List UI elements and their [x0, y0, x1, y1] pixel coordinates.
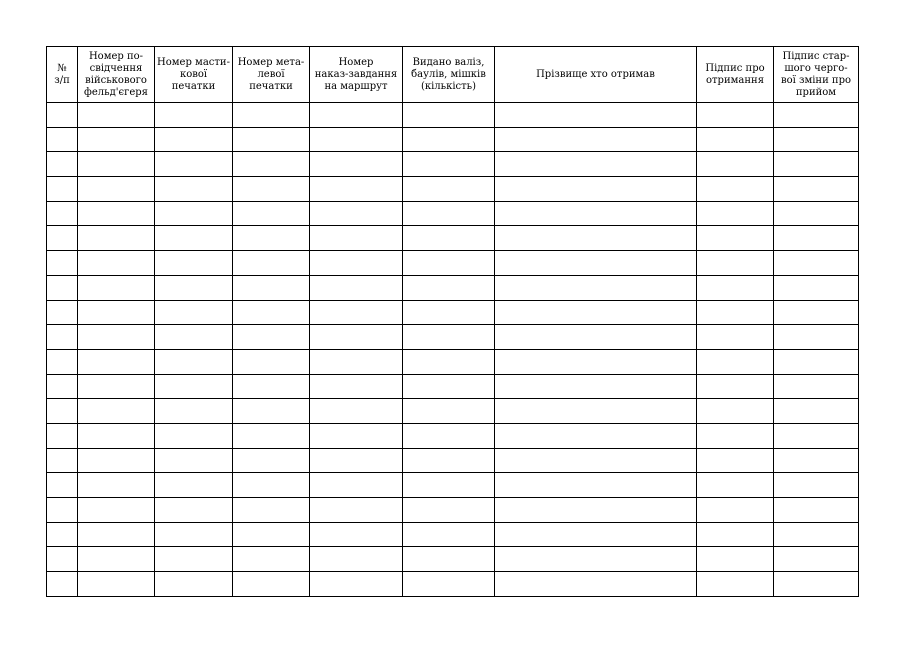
table-cell — [47, 325, 78, 350]
table-cell — [495, 201, 697, 226]
header-row — [47, 47, 859, 103]
table-cell — [495, 423, 697, 448]
table-cell — [310, 300, 403, 325]
table-row — [47, 103, 859, 128]
table-cell — [310, 325, 403, 350]
table-cell — [495, 547, 697, 572]
table-cell — [78, 498, 155, 523]
table-row — [47, 177, 859, 202]
table-cell — [47, 226, 78, 251]
table-cell — [403, 547, 495, 572]
table-cell — [697, 448, 774, 473]
table-cell — [774, 325, 859, 350]
table-cell — [155, 399, 233, 424]
table-cell — [155, 547, 233, 572]
table-cell — [155, 349, 233, 374]
table-cell — [78, 251, 155, 276]
table-cell — [774, 423, 859, 448]
table-cell — [47, 300, 78, 325]
table-cell — [697, 572, 774, 597]
table-row — [47, 275, 859, 300]
table-cell — [697, 349, 774, 374]
table-cell — [78, 572, 155, 597]
table-row — [47, 399, 859, 424]
table-cell — [47, 473, 78, 498]
table-cell — [697, 201, 774, 226]
table-cell — [697, 498, 774, 523]
table-cell — [774, 177, 859, 202]
table-cell — [155, 251, 233, 276]
table-cell — [47, 103, 78, 128]
table-cell — [78, 275, 155, 300]
table-cell — [774, 547, 859, 572]
table-cell — [774, 498, 859, 523]
table-row — [47, 547, 859, 572]
column-header-recipient-name: Прізвище хто отримав — [495, 47, 697, 103]
table-cell — [233, 374, 310, 399]
table-row — [47, 473, 859, 498]
table-cell — [403, 498, 495, 523]
table-cell — [47, 399, 78, 424]
table-cell — [774, 251, 859, 276]
table-cell — [774, 152, 859, 177]
table-cell — [155, 498, 233, 523]
table-cell — [495, 349, 697, 374]
table-cell — [233, 201, 310, 226]
column-header-receipt-signature: Підпис про отримання — [697, 47, 774, 103]
table-cell — [403, 177, 495, 202]
table-cell — [47, 448, 78, 473]
table-cell — [403, 275, 495, 300]
table-cell — [495, 572, 697, 597]
table-cell — [155, 522, 233, 547]
table-cell — [310, 103, 403, 128]
table-cell — [774, 374, 859, 399]
table-cell — [233, 325, 310, 350]
table-cell — [233, 251, 310, 276]
table-cell — [697, 226, 774, 251]
table-cell — [78, 177, 155, 202]
table-cell — [155, 423, 233, 448]
table-cell — [310, 251, 403, 276]
table-cell — [697, 473, 774, 498]
table-row — [47, 349, 859, 374]
table-cell — [155, 152, 233, 177]
table-cell — [47, 127, 78, 152]
table-cell — [233, 547, 310, 572]
table-cell — [47, 275, 78, 300]
table-cell — [78, 399, 155, 424]
table-cell — [403, 325, 495, 350]
table-cell — [78, 152, 155, 177]
column-header-courier-id: Номер по- свідчення військового фельд'єгеря — [78, 47, 155, 103]
table-cell — [403, 226, 495, 251]
table-cell — [155, 572, 233, 597]
table-cell — [155, 374, 233, 399]
table-cell — [495, 226, 697, 251]
table-cell — [155, 473, 233, 498]
table-row — [47, 300, 859, 325]
table-cell — [155, 177, 233, 202]
table-cell — [155, 275, 233, 300]
table-cell — [774, 572, 859, 597]
table-cell — [403, 349, 495, 374]
table-cell — [697, 103, 774, 128]
table-cell — [774, 349, 859, 374]
table-cell — [697, 325, 774, 350]
table-cell — [78, 522, 155, 547]
table-cell — [495, 399, 697, 424]
table-cell — [310, 498, 403, 523]
table-cell — [310, 448, 403, 473]
table-cell — [774, 522, 859, 547]
table-cell — [697, 300, 774, 325]
table-cell — [47, 522, 78, 547]
table-cell — [155, 127, 233, 152]
table-cell — [403, 300, 495, 325]
table-cell — [697, 522, 774, 547]
table-cell — [78, 127, 155, 152]
table-cell — [233, 103, 310, 128]
table-cell — [495, 498, 697, 523]
table-cell — [233, 127, 310, 152]
table-cell — [47, 498, 78, 523]
table-cell — [310, 473, 403, 498]
table-row — [47, 127, 859, 152]
column-header-route-order: Номер наказ-завдання на маршрут — [310, 47, 403, 103]
table-cell — [403, 572, 495, 597]
table-cell — [495, 300, 697, 325]
table-cell — [47, 572, 78, 597]
table-cell — [233, 349, 310, 374]
table-cell — [697, 423, 774, 448]
table-cell — [403, 448, 495, 473]
table-cell — [697, 547, 774, 572]
table-cell — [155, 103, 233, 128]
table-row — [47, 201, 859, 226]
table-cell — [310, 423, 403, 448]
column-header-number: № з/п — [47, 47, 78, 103]
table-row — [47, 325, 859, 350]
table-cell — [697, 177, 774, 202]
table-cell — [233, 522, 310, 547]
table-cell — [233, 275, 310, 300]
table-cell — [697, 152, 774, 177]
column-header-metal-seal: Номер мета- левої печатки — [233, 47, 310, 103]
table-cell — [47, 152, 78, 177]
table-row — [47, 498, 859, 523]
table-cell — [403, 399, 495, 424]
table-cell — [233, 152, 310, 177]
table-cell — [310, 374, 403, 399]
table-cell — [495, 473, 697, 498]
table-cell — [310, 152, 403, 177]
table-cell — [78, 103, 155, 128]
table-cell — [310, 399, 403, 424]
table-row — [47, 522, 859, 547]
table-cell — [697, 275, 774, 300]
table-cell — [495, 103, 697, 128]
table-cell — [233, 300, 310, 325]
table-cell — [495, 177, 697, 202]
table-cell — [495, 374, 697, 399]
table-cell — [78, 325, 155, 350]
table-cell — [78, 226, 155, 251]
table-cell — [403, 152, 495, 177]
table-cell — [774, 201, 859, 226]
table-cell — [78, 201, 155, 226]
table-cell — [495, 325, 697, 350]
table-cell — [155, 300, 233, 325]
table-cell — [310, 201, 403, 226]
table-cell — [310, 522, 403, 547]
column-header-shift-signature: Підпис стар- шого черго- вої зміни про прийом — [774, 47, 859, 103]
table-cell — [774, 103, 859, 128]
table-cell — [233, 423, 310, 448]
table-row — [47, 226, 859, 251]
table-cell — [495, 448, 697, 473]
table-cell — [403, 103, 495, 128]
table-cell — [310, 226, 403, 251]
table-cell — [78, 473, 155, 498]
table-cell — [310, 275, 403, 300]
table-cell — [155, 325, 233, 350]
table-cell — [47, 349, 78, 374]
table-cell — [495, 152, 697, 177]
column-header-items-issued: Видано валіз, баулів, мішків (кількість) — [403, 47, 495, 103]
table-cell — [774, 399, 859, 424]
table-cell — [47, 374, 78, 399]
table-cell — [310, 177, 403, 202]
table-cell — [774, 275, 859, 300]
table-cell — [310, 349, 403, 374]
table-cell — [310, 572, 403, 597]
table-cell — [403, 374, 495, 399]
table-cell — [774, 127, 859, 152]
table-cell — [233, 399, 310, 424]
table-cell — [78, 423, 155, 448]
table-cell — [78, 300, 155, 325]
table-cell — [233, 572, 310, 597]
table-cell — [697, 127, 774, 152]
table-cell — [155, 201, 233, 226]
column-header-mastic-seal: Номер масти- кової печатки — [155, 47, 233, 103]
table-row — [47, 374, 859, 399]
table-cell — [233, 226, 310, 251]
table-cell — [233, 177, 310, 202]
table-cell — [47, 423, 78, 448]
table-cell — [774, 226, 859, 251]
table-cell — [774, 473, 859, 498]
table-row — [47, 423, 859, 448]
table-cell — [697, 251, 774, 276]
table-cell — [774, 300, 859, 325]
table-cell — [233, 448, 310, 473]
table-cell — [495, 251, 697, 276]
receipt-register-table — [46, 46, 859, 597]
table-cell — [403, 522, 495, 547]
table-cell — [495, 522, 697, 547]
table-cell — [310, 547, 403, 572]
table-row — [47, 572, 859, 597]
table-cell — [403, 201, 495, 226]
table-row — [47, 251, 859, 276]
table-cell — [403, 473, 495, 498]
table-cell — [47, 177, 78, 202]
register-body — [47, 103, 859, 597]
table-cell — [78, 547, 155, 572]
table-cell — [78, 374, 155, 399]
table-cell — [233, 498, 310, 523]
table-cell — [233, 473, 310, 498]
table-cell — [155, 226, 233, 251]
table-cell — [403, 251, 495, 276]
table-cell — [78, 349, 155, 374]
table-cell — [47, 201, 78, 226]
table-cell — [495, 275, 697, 300]
table-cell — [774, 448, 859, 473]
table-cell — [47, 251, 78, 276]
table-cell — [697, 399, 774, 424]
table-row — [47, 448, 859, 473]
table-cell — [403, 127, 495, 152]
table-cell — [78, 448, 155, 473]
table-cell — [495, 127, 697, 152]
table-row — [47, 152, 859, 177]
table-cell — [310, 127, 403, 152]
table-cell — [47, 547, 78, 572]
table-cell — [697, 374, 774, 399]
table-cell — [403, 423, 495, 448]
table-cell — [155, 448, 233, 473]
